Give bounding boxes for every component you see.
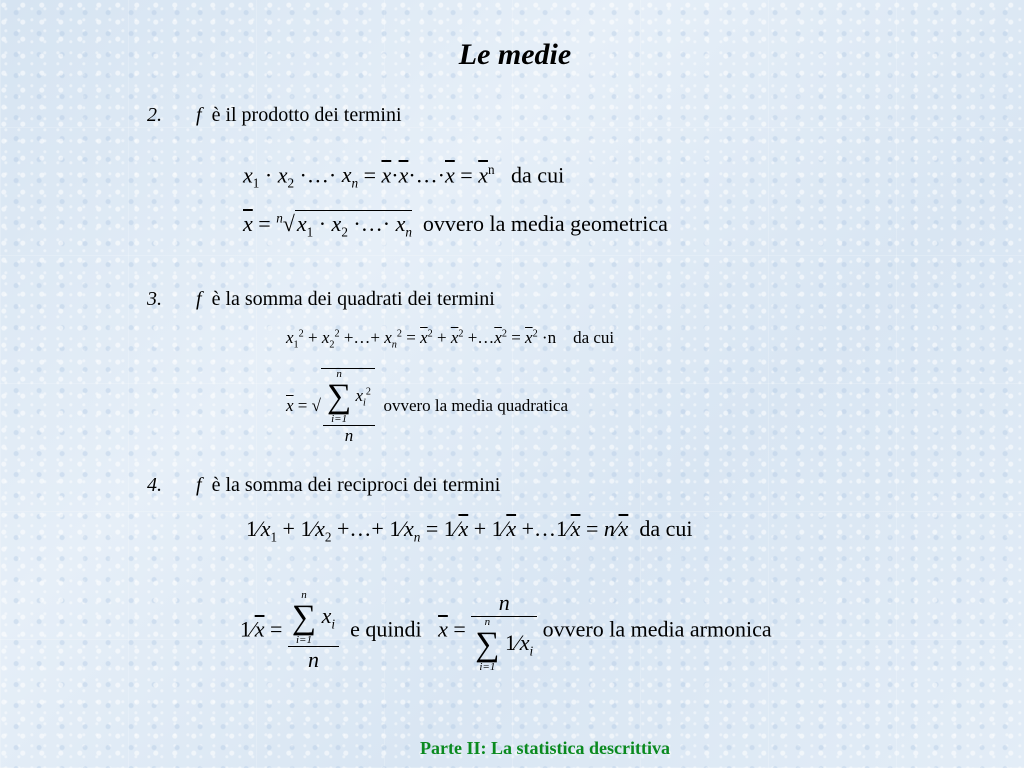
item-number-3: 3. [147,288,162,310]
f-symbol: f [196,474,202,496]
da-cui-1: da cui [511,162,565,188]
f-symbol: f [196,288,202,310]
item-3-description: è la somma dei quadrati dei termini [211,288,495,310]
page-title: Le medie [458,38,572,71]
item-2-description: è il prodotto dei termini [211,104,402,126]
f-symbol: f [196,104,202,126]
item-number-4: 4. [147,474,162,496]
item-number-2: 2. [147,104,162,126]
product-equation: $x_1 \cdot x_2$ ·…· $x_n$ = $\overline{x}\cdot\overline{x}\cdot\dots\cdot\overline{x} = \overline{x}^n$ da cui [243,162,565,191]
item-2-text [196,104,402,127]
footer: Parte II: La statistica descrittiva [420,738,670,758]
harmonic-mean-label: ovvero la media armonica [542,616,772,642]
e-quindi-label: e quindi [350,616,422,642]
reciprocals-equation: $1⁄x_1$ + $1⁄x_2$ +…+ $1⁄x_n$ = $1⁄\overline{x}$ + $1⁄\overline{x}$ $+\dots 1⁄\overline{x}$ = $n⁄\overline{x}$ da cui [246,516,693,545]
item-3-text [196,288,495,311]
item-4-text [196,474,500,497]
item-4-description: è la somma dei reciproci dei termini [211,474,501,496]
squares-equation: $x_1^2 + x_2^2$ +…+ $x_n^2 = \overline{x}^2 + \overline{x}^2$ $+\dots\overline{x}^2 = \overline{x}^2 \cdot n$ da cui [286,328,615,351]
harmonic-mean-formula: $1⁄\overline{x}$ = n ∑ i=1 $x_i$ n e quindi $\overline{x}$ = n n ∑ i=1 $1⁄x_i$ ovvero la media armonica [240,589,772,673]
quadratic-mean-formula: $\overline{x}$ = √ n ∑ i=1 $x_i^2$ n ovvero la media quadratica [286,368,569,445]
da-cui-3: da cui [639,516,693,541]
da-cui-2: da cui [573,328,615,347]
geometric-mean-label: ovvero la media geometrica [422,211,668,236]
geometric-mean-formula: $\overline{x} = ^n√x_1 \cdot x_2$ ·…· $x_n$ ovvero la media geometrica [243,210,668,240]
quadratic-mean-label: ovvero la media quadratica [383,395,569,415]
